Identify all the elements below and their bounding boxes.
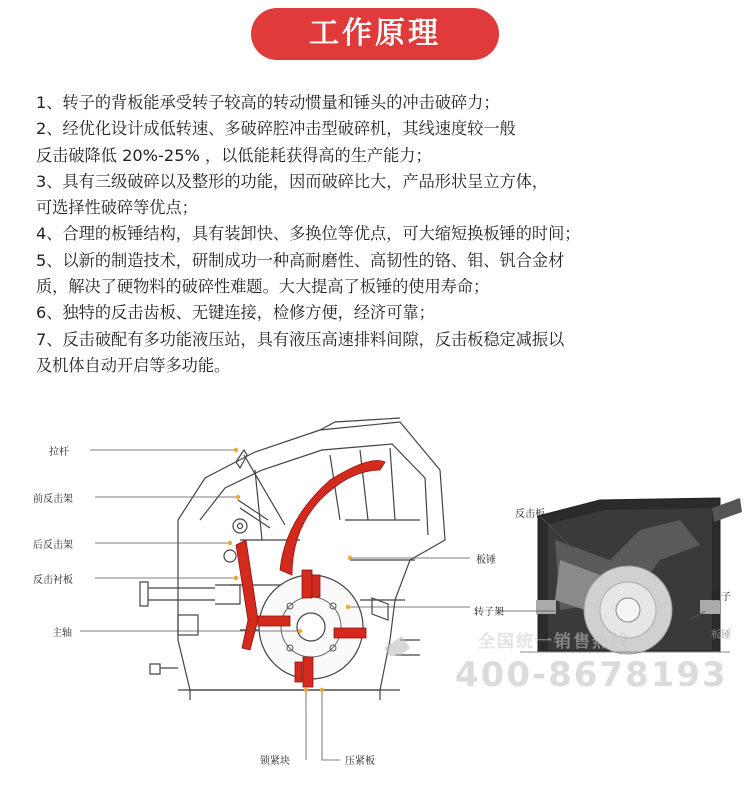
- feature-text: 转子的背板能承受转子较高的转动惯量和锤头的冲击破碎力；: [62, 93, 500, 112]
- feature-number: 2、: [36, 119, 63, 139]
- label-blow-bar: 板锤: [476, 555, 496, 566]
- feature-text-continued: 及机体自动开启等多功能。: [36, 355, 231, 375]
- label-lock-block: 锁紧块: [260, 756, 290, 767]
- feature-text-continued: 可选择性破碎等优点；: [36, 198, 198, 218]
- feature-text: 以新的制造技术，研制成功一种高耐磨性、高韧性的铬、钼、钒合金材: [62, 250, 565, 270]
- label-rotor: 转子: [711, 592, 731, 603]
- label-rear-frame: 后反击架: [33, 540, 73, 551]
- feature-number: 1、: [36, 93, 63, 112]
- feature-number: 5、: [36, 250, 63, 270]
- label-rotor-frame: 转子架: [474, 607, 504, 618]
- label-pull-rod: 拉杆: [49, 447, 69, 458]
- label-blow-bar-2: 板锤: [711, 630, 731, 641]
- label-press-plate: 压紧板: [345, 756, 375, 767]
- feature-text-continued: 反击破降低 20%-25% ，以低能耗获得高的生产能力；: [36, 145, 432, 165]
- watermark-phone: 400-8678193: [455, 655, 728, 695]
- rotor-assembly: [258, 570, 366, 687]
- feature-text: 合理的板锤结构，具有装卸快、多换位等优点，可大缩短换板锤的时间；: [62, 224, 581, 244]
- watermark-text: 全国统一销售热线: [478, 632, 630, 652]
- feature-text: 反击破配有多功能液压站，具有液压高速排料间隙，反击板稳定减振以: [62, 329, 565, 349]
- feature-text: 独特的反击齿板、无键连接，检修方便，经济可靠；: [62, 303, 435, 323]
- feature-number: 7、: [36, 329, 63, 349]
- label-main-shaft: 主轴: [52, 628, 72, 639]
- label-impact-plate: 反击板: [515, 509, 545, 520]
- label-front-frame: 前反击架: [33, 494, 73, 505]
- feature-text: 具有三级破碎以及整形的功能，因而破碎比大，产品形状呈立方体，: [62, 171, 549, 191]
- page-title: 工作原理: [251, 8, 499, 60]
- feature-number: 3、: [36, 171, 63, 191]
- label-liner: 反击衬板: [33, 575, 73, 586]
- feature-text-continued: 质，解决了硬物料的破碎性难题。大大提高了板锤的使用寿命；: [36, 277, 490, 297]
- feature-text: 经优化设计成低转速、多破碎腔冲击型破碎机，其线速度较一般: [62, 119, 516, 139]
- feature-number: 4、: [36, 224, 63, 244]
- feature-number: 6、: [36, 303, 63, 323]
